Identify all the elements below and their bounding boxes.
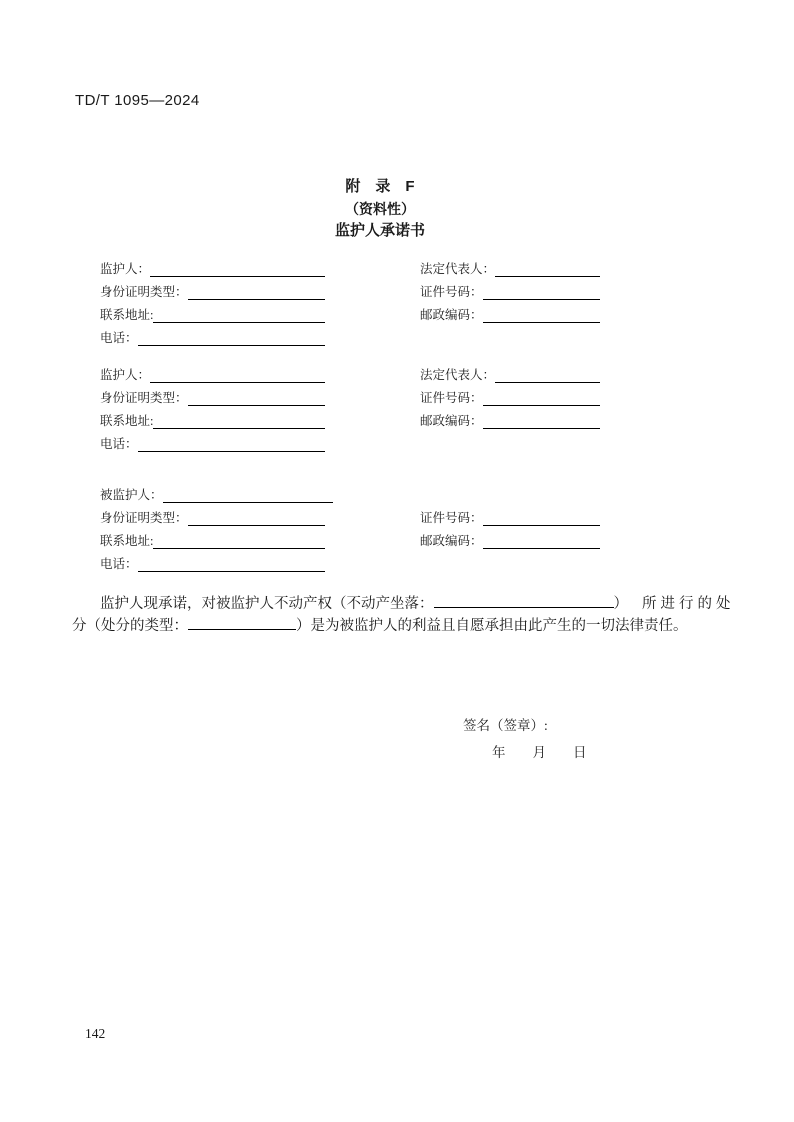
guardian1-postal-label: 邮政编码： [420,308,483,322]
guardian2-legal-rep-blank [495,366,600,383]
ward-cert-no-label: 证件号码： [420,511,483,525]
appendix-title: 监护人承诺书 [334,222,425,239]
commitment-paragraph [72,593,740,637]
form-row [100,281,620,304]
guardian2-cert-no-blank [483,389,600,406]
commitment-text-5: ）是为被监护人的利益且自愿承担由此产生的一切法律责任。 [296,618,688,634]
guardian2-address-blank [153,412,325,429]
property-location-blank [434,607,614,608]
guardian2-id-type-label: 身份证明类型： [100,391,188,405]
commitment-text-2: ） [613,596,628,612]
form-area [100,258,620,576]
page-number: 142 [85,1026,106,1041]
guardian1-name-blank [150,260,325,277]
form-row [100,530,620,553]
guardian2-cert-no-label: 证件号码： [420,391,483,405]
guardian2-name-blank [150,366,325,383]
form-row [100,433,620,456]
form-row [100,258,620,281]
ward-address-label: 联系地址: [100,534,154,548]
form-row [100,484,620,507]
standard-code: TD/T 1095—2024 [75,92,200,109]
guardian1-legal-rep-blank [495,260,600,277]
ward-name-blank [163,486,333,503]
disposal-type-blank [188,629,296,630]
guardian1-cert-no-label: 证件号码： [420,285,483,299]
guardian1-phone-blank [138,329,325,346]
form-row [100,304,620,327]
guardian2-phone-blank [138,435,325,452]
ward-id-type-blank [188,509,325,526]
ward-phone-blank [138,555,325,572]
guardian1-id-type-label: 身份证明类型： [100,285,188,299]
ward-postal-blank [483,532,600,549]
guardian1-name-label: 监护人： [100,262,151,276]
guardian-block-1 [100,258,620,350]
signature-area [463,716,587,763]
ward-block [100,484,620,576]
form-row [100,410,620,433]
guardian2-postal-blank [483,412,600,429]
form-row [100,553,620,576]
guardian2-postal-label: 邮政编码： [420,414,483,428]
guardian1-postal-blank [483,306,600,323]
guardian-block-2 [100,364,620,456]
guardian2-phone-label: 电话： [100,437,138,451]
ward-phone-label: 电话： [100,557,138,571]
form-row [100,507,620,530]
ward-cert-no-blank [483,509,600,526]
guardian2-id-type-blank [188,389,325,406]
commitment-text-4: 分（处分的类型： [72,618,188,634]
signature-label: 签名（签章）: [463,718,548,733]
form-row [100,327,620,350]
guardian2-address-label: 联系地址: [100,414,154,428]
form-row [100,364,620,387]
ward-id-type-label: 身份证明类型： [100,511,188,525]
ward-postal-label: 邮政编码： [420,534,483,548]
guardian2-legal-rep-label: 法定代表人： [420,368,496,382]
guardian1-id-type-blank [188,283,325,300]
guardian1-legal-rep-label: 法定代表人： [420,262,496,276]
ward-address-blank [153,532,325,549]
appendix-heading: 附 录 F [345,178,415,195]
appendix-title-block [0,176,760,242]
form-row [100,387,620,410]
commitment-text-3: 所进行的处 [642,596,735,612]
guardian1-address-blank [153,306,325,323]
guardian1-cert-no-blank [483,283,600,300]
date-line: 年 月 日 [492,745,587,760]
guardian1-address-label: 联系地址: [100,308,154,322]
ward-name-label: 被监护人： [100,488,163,502]
appendix-subheading: （资料性） [345,201,415,217]
commitment-text-1: 监护人现承诺，对被监护人不动产权（不动产坐落： [100,596,434,612]
guardian1-phone-label: 电话： [100,331,138,345]
guardian2-name-label: 监护人： [100,368,151,382]
